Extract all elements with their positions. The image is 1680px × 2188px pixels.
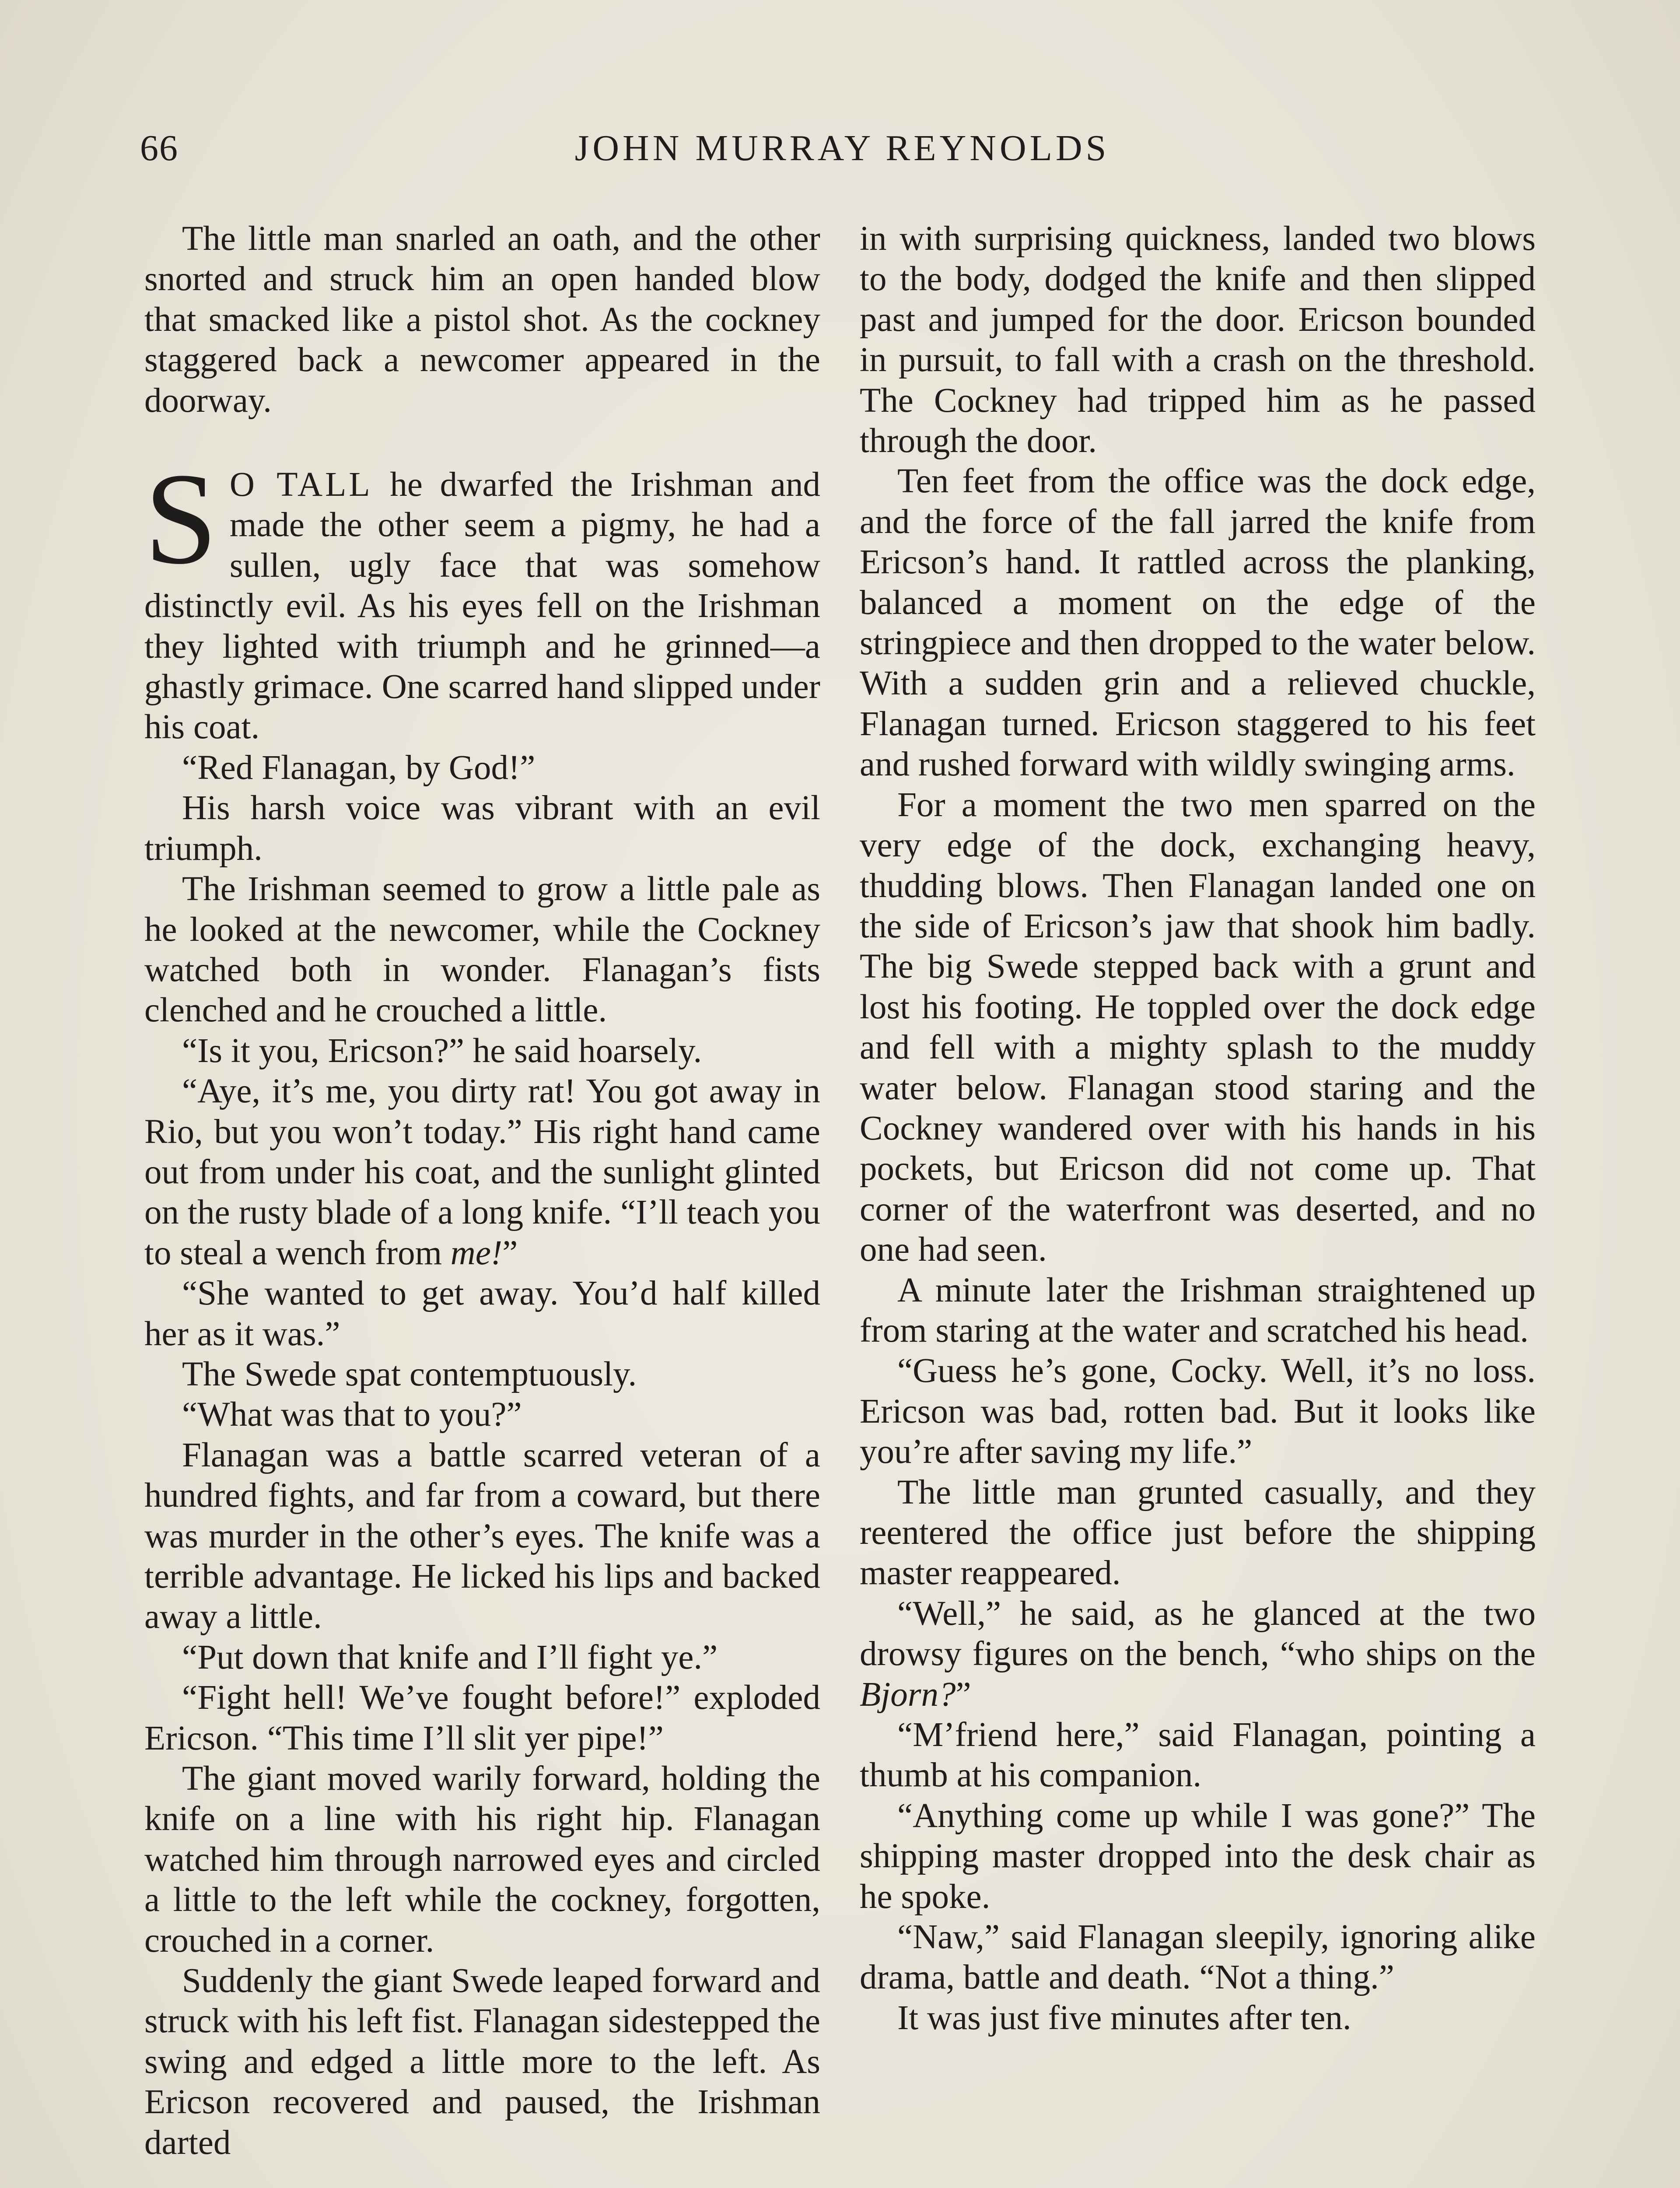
paragraph: It was just five minutes after ten. [897, 1999, 1351, 2037]
paragraph: “M’friend here,” said Flanagan, pointing a thumb at his companion. [860, 1716, 1536, 1795]
paragraph: “Guess he’s gone, Cocky. Well, it’s no loss. Ericson was bad, rotten bad. But it looks like you’re after saving my life.” [860, 1352, 1536, 1471]
paragraph: The Irishman seemed to grow a little pale as he looked at the newcomer, while the Cockney watched both in wonder. Flanagan’s fists clenched and he crouched a little. [144, 870, 820, 1030]
emphasis-text: Bjorn? [860, 1675, 956, 1714]
paragraph: “Put down that knife and I’ll fight ye.” [182, 1638, 718, 1676]
paragraph: The little man snarled an oath, and the other snorted and struck him an open handed blow that smacked like a pistol shot. As the cockney staggered back a newcomer appeared in the doorway. [144, 220, 820, 420]
paragraph: “What was that to you?” [182, 1396, 522, 1434]
paragraph-text: “Well,” he said, as he glanced at the two drowsy figures on the bench, “who ships on the [860, 1594, 1536, 1673]
right-column [860, 219, 1536, 2038]
paragraph: For a moment the two men sparred on the very edge of the dock, exchanging heavy, thudding blows. Then Flanagan landed one on the side of Ericson’s jaw that shook him badly. The big Swede stepped back with a grunt and lost his footing. He toppled over the dock edge and fell with a mighty splash to the muddy water below. Flanagan stood staring and the Cockney wandered over with his hands in his pockets, but Ericson did not come up. That corner of the waterfront was deserted, and no one had seen. [860, 785, 1536, 1269]
paragraph: “She wanted to get away. You’d half killed her as it was.” [144, 1274, 820, 1353]
paragraph-text: ” [502, 1234, 518, 1272]
left-column [144, 219, 820, 2163]
paragraph: The little man grunted casually, and they reentered the office just before the shipping master reappeared. [860, 1473, 1536, 1592]
paragraph: The giant moved warily forward, holding the knife on a line with his right hip. Flanagan watched him through narrowed eyes and circled a little to the left while the cockney, forgotten, crouched in a corner. [144, 1760, 820, 1960]
paragraph: Flanagan was a battle scarred veteran of a hundred fights, and far from a coward, but there was murder in the other’s eyes. The knife was a terrible advantage. He licked his lips and backed away a little. [144, 1436, 820, 1636]
paragraph-text: he dwarfed the Irishman and made the other seem a pigmy, he had a sullen, ugly face that was somehow distinctly evil. As his eyes fell on the Irishman they lighted with triumph and he grinned—a ghastly grimace. One scarred hand slipped under his coat. [144, 466, 820, 747]
paragraph: “Red Flanagan, by God!” [182, 748, 536, 787]
paragraph-continued: in with surprising quickness, landed two blows to the body, dodged the knife and then slipped past and jumped for the door. Ericson bounded in pursuit, to fall with a crash on the threshold. The Cockney had tripped him as he passed through the door. [860, 220, 1536, 460]
paragraph [144, 1071, 820, 1273]
paragraph: “Is it you, Ericson?” he said hoarsely. [182, 1031, 702, 1070]
emphasis-text: me! [450, 1234, 503, 1272]
lead-in-smallcaps: O TALL [229, 466, 373, 504]
paragraph: His harsh voice was vibrant with an evil triumph. [144, 789, 820, 868]
paragraph: “Anything come up while I was gone?” The shipping master dropped into the desk chair as he spoke. [860, 1796, 1536, 1916]
paragraph-text: “Aye, it’s me, you dirty rat! You got away in Rio, but you won’t today.” His right hand came out from under his coat, and the sunlight glinted on the rusty blade of a long knife. “I’ll teach you to steal a wench from [144, 1072, 820, 1272]
paragraph: Ten feet from the office was the dock edge, and the force of the fall jarred the knife from Ericson’s hand. It rattled across the planking, balanced a moment on the edge of the stringpiece and then dropped to the water below. With a sudden grin and a relieved chuckle, Flanagan turned. Ericson staggered to his feet and rushed forward with wildly swinging arms. [860, 462, 1536, 784]
paragraph [860, 1594, 1536, 1715]
paragraph: “Naw,” said Flanagan sleepily, ignoring alike drama, battle and death. “Not a thing.” [860, 1918, 1536, 1997]
paragraph: A minute later the Irishman straightened up from staring at the water and scratched his head. [860, 1271, 1536, 1350]
page-header [140, 127, 1544, 179]
drop-cap: S [144, 446, 217, 592]
paragraph: The Swede spat contemptuously. [182, 1355, 637, 1393]
section-start-paragraph [144, 446, 820, 748]
running-head-author: JOHN MURRAY REYNOLDS [574, 128, 1110, 168]
paragraph: “Fight hell! We’ve fought before!” exploded Ericson. “This time I’ll slit yer pipe!” [144, 1679, 820, 1757]
paragraph: Suddenly the giant Swede leaped forward and struck with his left fist. Flanagan sidestepped the swing and edged a little more to the left. As Ericson recovered and paused, the Irishman darted [144, 1962, 820, 2162]
paragraph-text: ” [956, 1675, 971, 1714]
page-number: 66 [140, 128, 178, 168]
